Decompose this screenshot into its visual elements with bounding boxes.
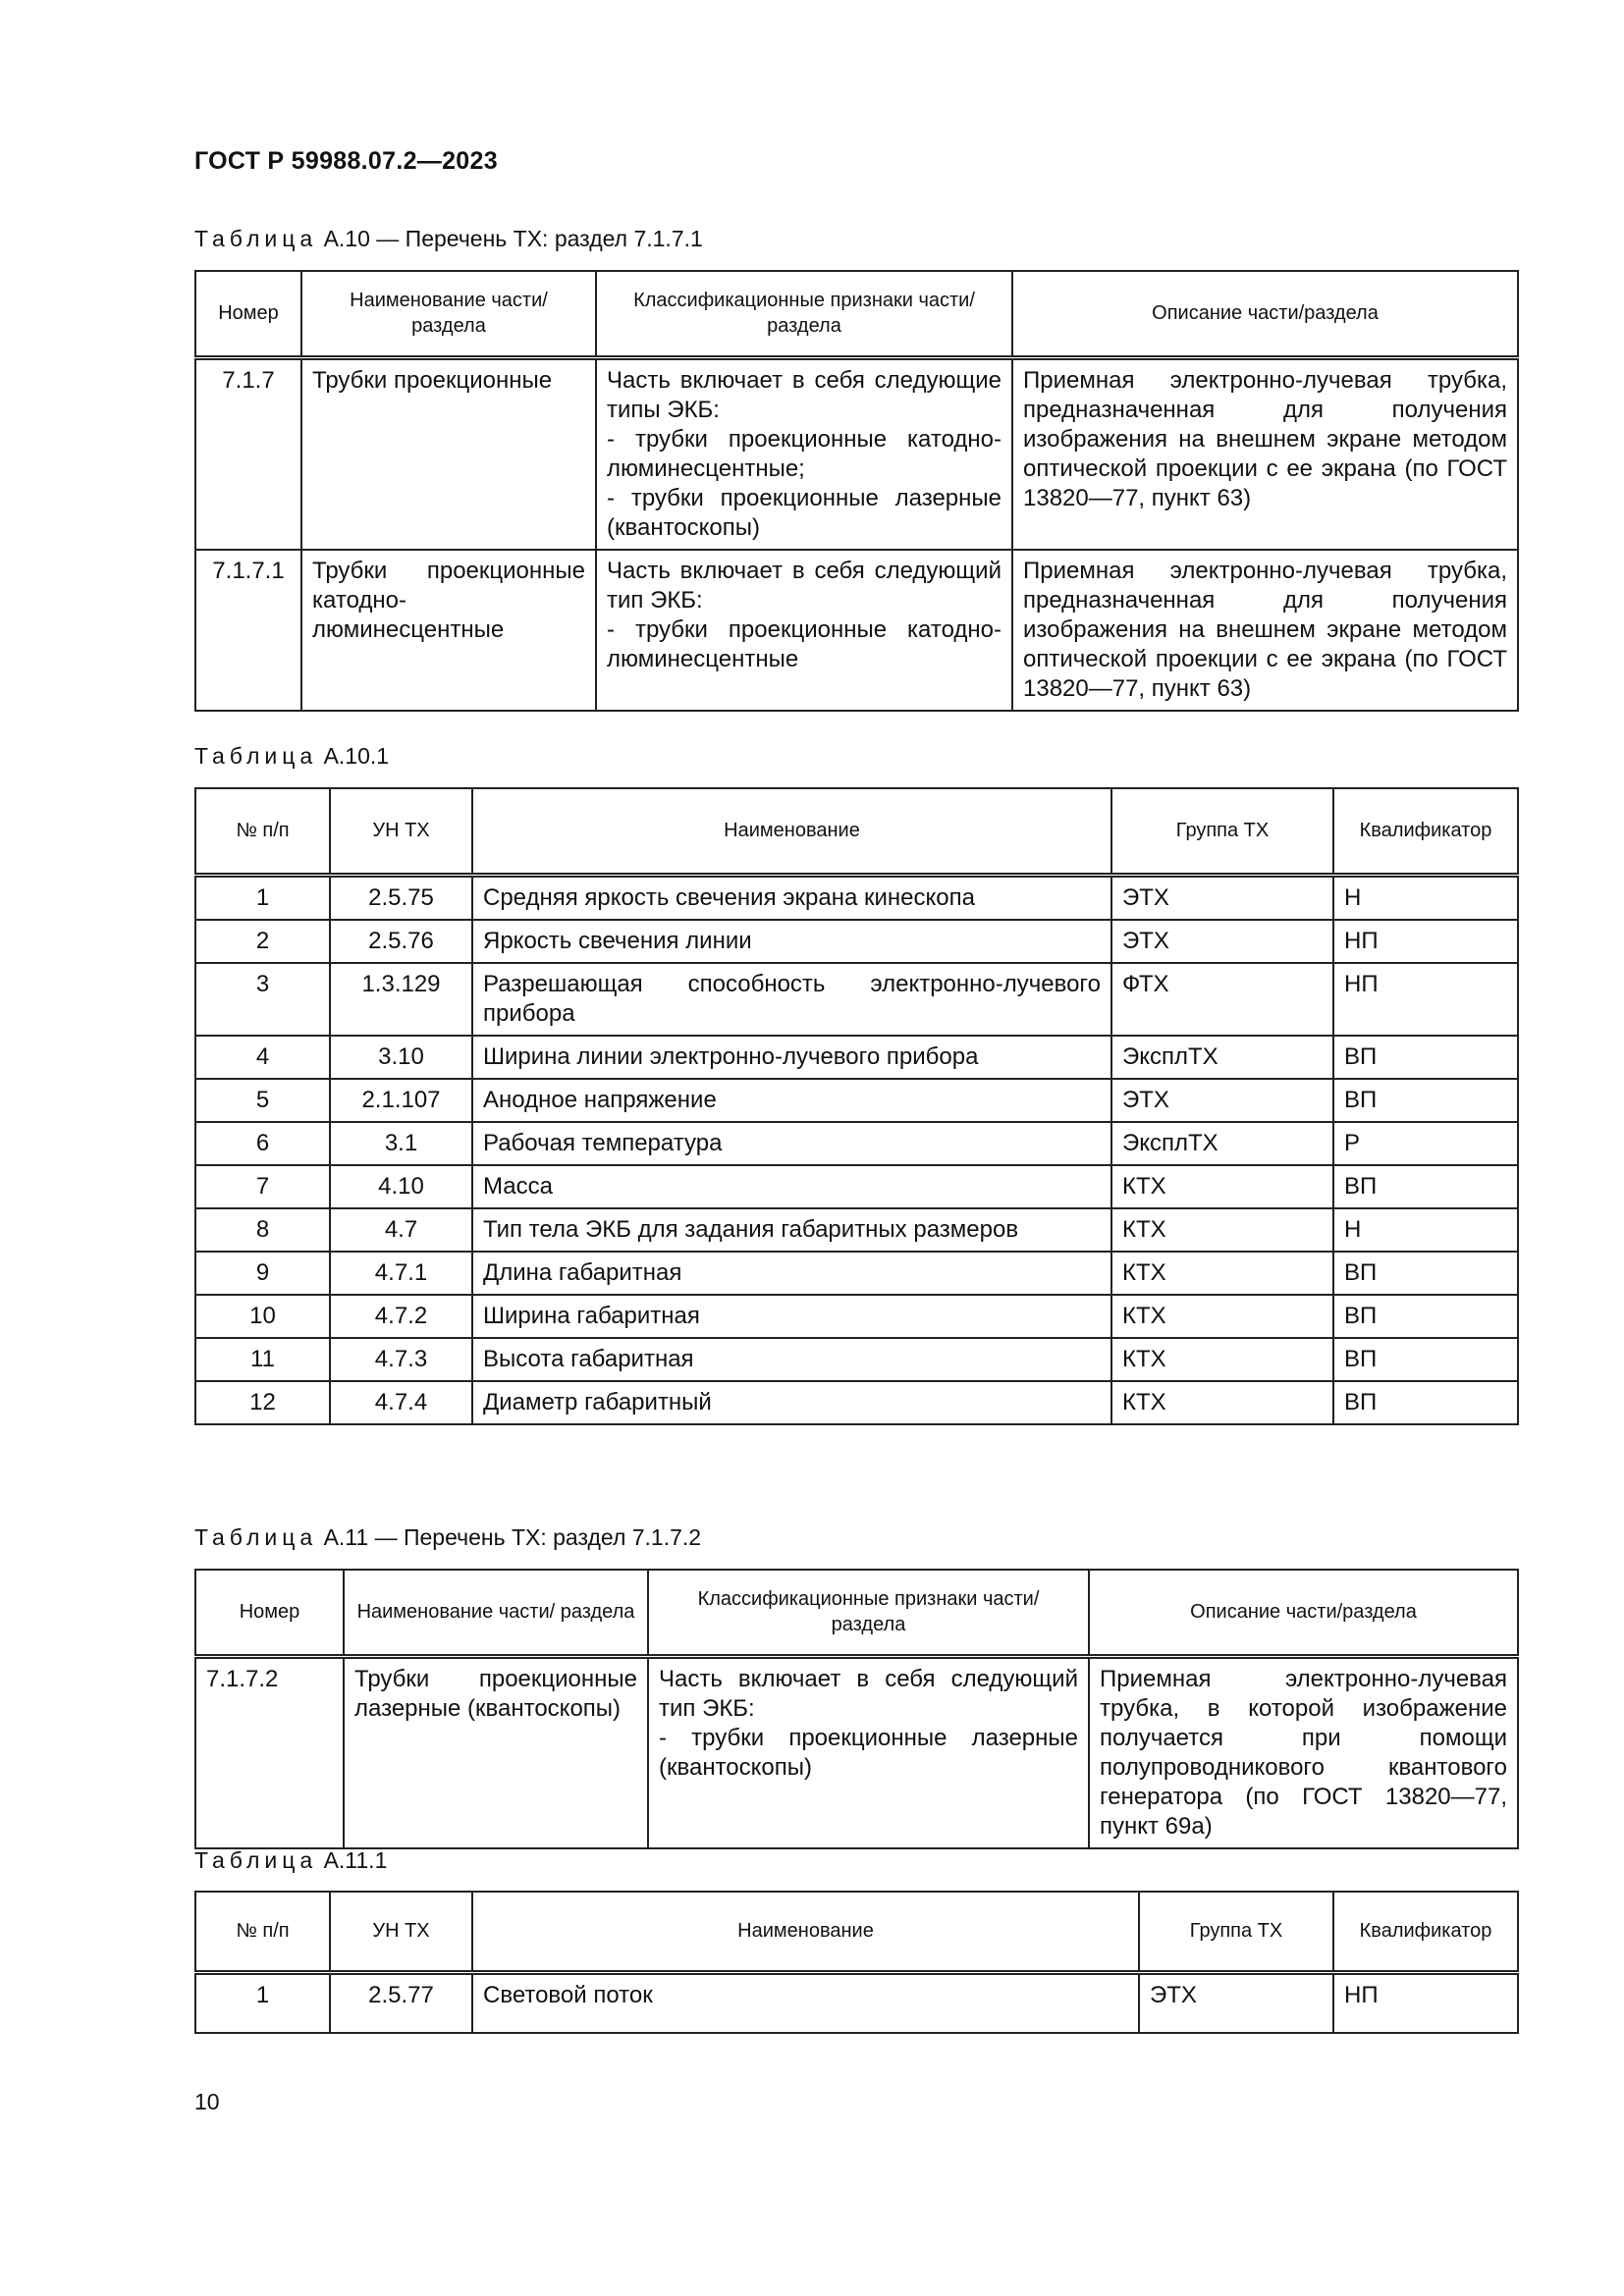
caption-text: А.11 — Перечень ТХ: раздел 7.1.7.2 [317,1524,702,1550]
table-a11-1-caption [194,1847,387,1874]
name-cell: Яркость свечения линии [472,920,1111,963]
group-cell: КТХ [1111,1381,1333,1424]
header-cell: УН ТХ [330,1892,472,1972]
header-cell: Описание части/раздела [1012,271,1518,357]
group-cell: ЭТХ [1111,875,1333,920]
table-header-row [195,788,1518,875]
qualifier-cell: Р [1333,1122,1518,1165]
caption-text: А.10 — Перечень ТХ: раздел 7.1.7.1 [317,226,703,251]
qualifier-cell: ВП [1333,1036,1518,1079]
table-row [195,550,1518,711]
caption-label: Таблица [194,743,318,769]
table-header-row [195,271,1518,357]
caption-text: А.11.1 [317,1847,388,1873]
group-cell: ФТХ [1111,963,1333,1036]
table-row [195,1338,1518,1381]
table-row [195,357,1518,550]
table-a10-caption [194,226,703,252]
header-cell: № п/п [195,788,330,875]
name-cell: Световой поток [472,1972,1139,2033]
qualifier-cell: ВП [1333,1165,1518,1208]
row-number-cell: 5 [195,1079,330,1122]
row-number-cell: 4 [195,1036,330,1079]
row-number-cell: 8 [195,1208,330,1252]
classification-cell: Часть включает в себя следующие типы ЭКБ: - трубки проекционные катодно-люминесцентные; - трубки проекционные лазерные (квантоскопы) [596,357,1012,550]
table-row [195,1656,1518,1848]
description-cell: Приемная электронно-лучевая трубка, предназначенная для получения изображения на внешнем экране методом оптической проекции с ее экрана (по ГОСТ 13820—77, пункт 63) [1012,550,1518,711]
qualifier-cell: Н [1333,875,1518,920]
qualifier-cell: НП [1333,1972,1518,2033]
header-cell: Классификационные признаки части/ раздела [596,271,1012,357]
group-cell: КТХ [1111,1165,1333,1208]
header-cell: Наименование [472,1892,1139,1972]
row-number-cell: 11 [195,1338,330,1381]
header-cell: № п/п [195,1892,330,1972]
code-cell: 4.7.1 [330,1252,472,1295]
row-number-cell: 1 [195,1972,330,2033]
table-header-row [195,1570,1518,1656]
row-number-cell: 9 [195,1252,330,1295]
table-row [195,1165,1518,1208]
table-a11-caption [194,1524,701,1551]
group-cell: ЭксплТХ [1111,1036,1333,1079]
group-cell: КТХ [1111,1338,1333,1381]
table-row [195,920,1518,963]
group-cell: КТХ [1111,1295,1333,1338]
table-row [195,1252,1518,1295]
qualifier-cell: ВП [1333,1338,1518,1381]
table-row [195,1381,1518,1424]
code-cell: 2.5.77 [330,1972,472,2033]
table-a10-1-caption [194,743,389,770]
qualifier-cell: НП [1333,920,1518,963]
name-cell: Разрешающая способность электронно-лучевого прибора [472,963,1111,1036]
code-cell: 1.3.129 [330,963,472,1036]
header-cell: Группа ТХ [1111,788,1333,875]
classification-cell: Часть включает в себя следующий тип ЭКБ: - трубки проекционные лазерные (квантоскопы) [648,1656,1089,1848]
table-row [195,1036,1518,1079]
name-cell: Длина габаритная [472,1252,1111,1295]
table-row [195,1208,1518,1252]
name-cell: Ширина линии электронно-лучевого прибора [472,1036,1111,1079]
header-cell: Классификационные признаки части/ раздела [648,1570,1089,1656]
code-cell: 4.7.2 [330,1295,472,1338]
table-a10-1 [194,787,1519,1425]
group-cell: ЭТХ [1139,1972,1333,2033]
qualifier-cell: ВП [1333,1252,1518,1295]
code-cell: 4.7 [330,1208,472,1252]
caption-text: А.10.1 [317,743,390,769]
name-cell: Масса [472,1165,1111,1208]
code-cell: 2.5.76 [330,920,472,963]
group-cell: ЭксплТХ [1111,1122,1333,1165]
row-number-cell: 1 [195,875,330,920]
section-name-cell: Трубки проекционные катодно-люминесцентные [301,550,596,711]
code-cell: 3.10 [330,1036,472,1079]
table-a11-1 [194,1891,1519,2034]
table-a11 [194,1569,1519,1849]
table-header-row [195,1892,1518,1972]
caption-label: Таблица [194,226,318,251]
qualifier-cell: ВП [1333,1079,1518,1122]
header-cell: Номер [195,1570,344,1656]
header-cell: Наименование части/ раздела [344,1570,648,1656]
table-row [195,1122,1518,1165]
section-name-cell: Трубки проекционные лазерные (квантоскопы) [344,1656,648,1848]
qualifier-cell: ВП [1333,1295,1518,1338]
header-cell: Наименование части/ раздела [301,271,596,357]
table-a10 [194,270,1519,712]
name-cell: Диаметр габаритный [472,1381,1111,1424]
header-cell: Группа ТХ [1139,1892,1333,1972]
name-cell: Рабочая температура [472,1122,1111,1165]
row-number-cell: 10 [195,1295,330,1338]
header-cell: Квалификатор [1333,1892,1518,1972]
description-cell: Приемная электронно-лучевая трубка, в которой изображение получается при помощи полупроводникового квантового генератора (по ГОСТ 13820—77, пункт 69а) [1089,1656,1518,1848]
table-row [195,875,1518,920]
header-cell: Наименование [472,788,1111,875]
header-cell: Квалификатор [1333,788,1518,875]
header-cell: Номер [195,271,301,357]
header-cell: УН ТХ [330,788,472,875]
code-cell: 4.7.3 [330,1338,472,1381]
page-number: 10 [194,2089,220,2114]
name-cell: Анодное напряжение [472,1079,1111,1122]
group-cell: ЭТХ [1111,1079,1333,1122]
code-cell: 2.5.75 [330,875,472,920]
section-number-cell: 7.1.7.1 [195,550,301,711]
classification-cell: Часть включает в себя следующий тип ЭКБ: - трубки проекционные катодно-люминесцентные [596,550,1012,711]
group-cell: ЭТХ [1111,920,1333,963]
group-cell: КТХ [1111,1208,1333,1252]
section-number-cell: 7.1.7 [195,357,301,550]
table-row [195,1972,1518,2033]
header-cell: Описание части/раздела [1089,1570,1518,1656]
name-cell: Средняя яркость свечения экрана кинескопа [472,875,1111,920]
code-cell: 3.1 [330,1122,472,1165]
name-cell: Тип тела ЭКБ для задания габаритных размеров [472,1208,1111,1252]
group-cell: КТХ [1111,1252,1333,1295]
description-cell: Приемная электронно-лучевая трубка, предназначенная для получения изображения на внешнем экране методом оптической проекции с ее экрана (по ГОСТ 13820—77, пункт 63) [1012,357,1518,550]
code-cell: 4.7.4 [330,1381,472,1424]
row-number-cell: 3 [195,963,330,1036]
row-number-cell: 2 [195,920,330,963]
row-number-cell: 6 [195,1122,330,1165]
table-row [195,1295,1518,1338]
row-number-cell: 7 [195,1165,330,1208]
name-cell: Высота габаритная [472,1338,1111,1381]
section-number-cell: 7.1.7.2 [195,1656,344,1848]
code-cell: 4.10 [330,1165,472,1208]
qualifier-cell: ВП [1333,1381,1518,1424]
caption-label: Таблица [194,1847,318,1873]
table-row [195,1079,1518,1122]
qualifier-cell: НП [1333,963,1518,1036]
name-cell: Ширина габаритная [472,1295,1111,1338]
section-name-cell: Трубки проекционные [301,357,596,550]
qualifier-cell: Н [1333,1208,1518,1252]
caption-label: Таблица [194,1524,318,1550]
code-cell: 2.1.107 [330,1079,472,1122]
table-row [195,963,1518,1036]
row-number-cell: 12 [195,1381,330,1424]
document-header: ГОСТ Р 59988.07.2—2023 [194,147,498,175]
